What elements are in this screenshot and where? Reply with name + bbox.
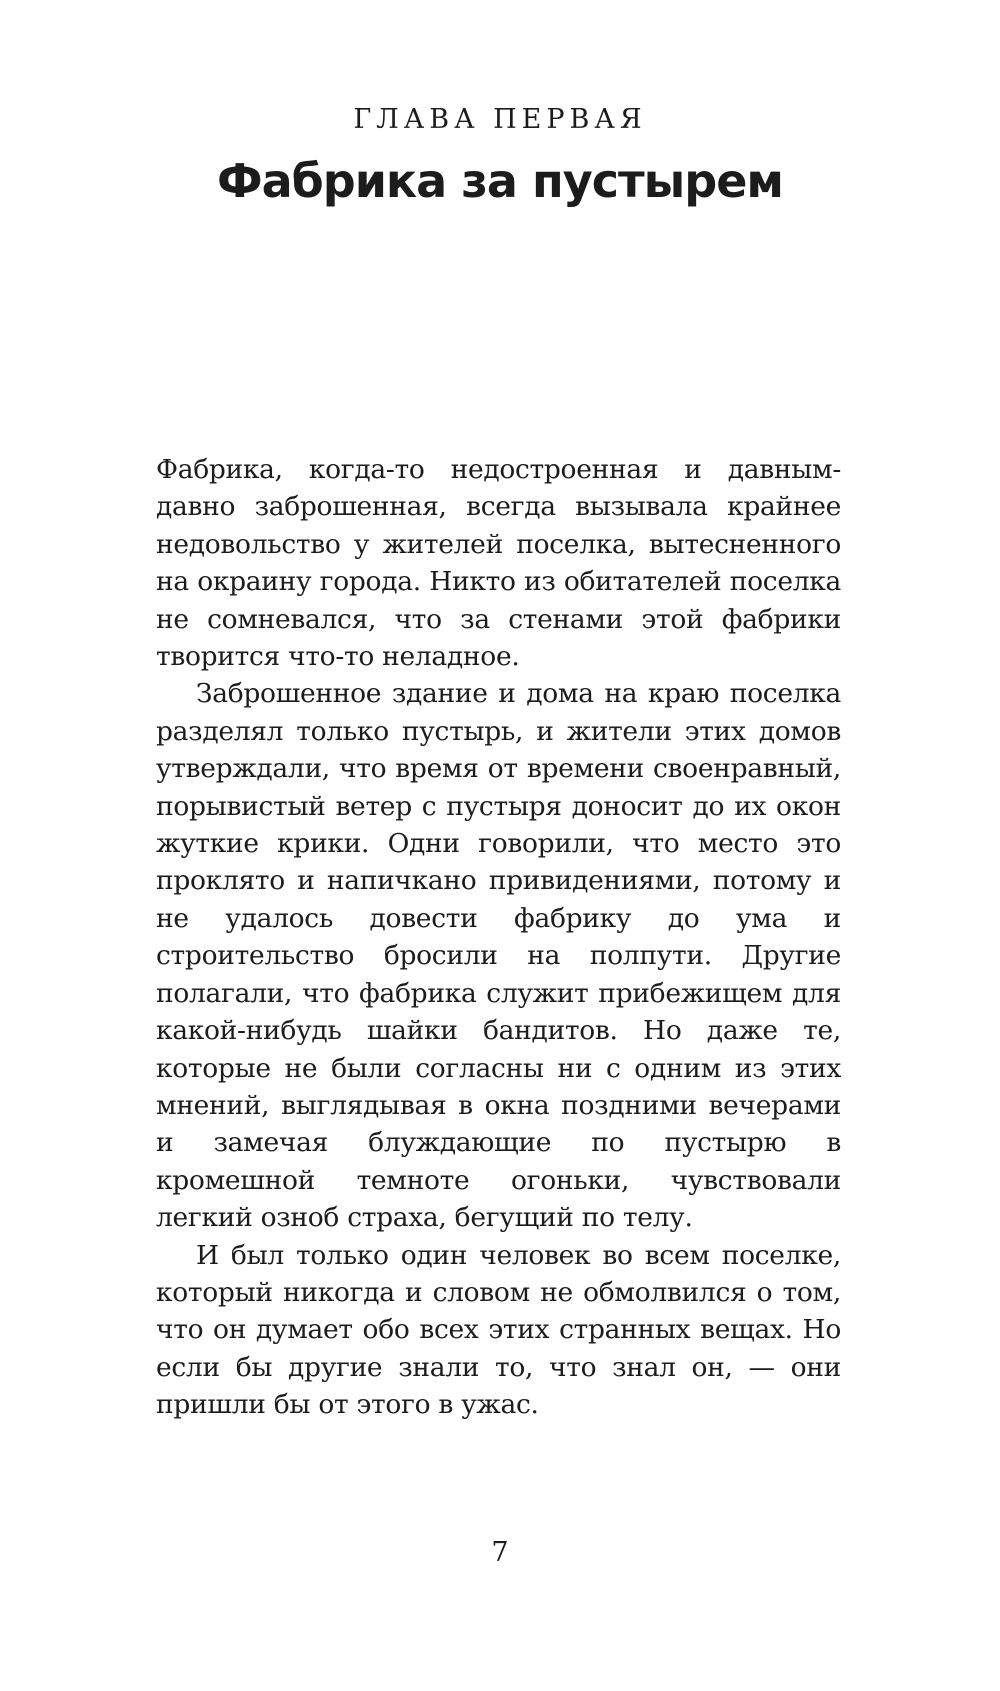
chapter-label: ГЛАВА ПЕРВАЯ bbox=[353, 104, 647, 135]
paragraph-2: Заброшенное здание и дома на краю поселка разделял только пустырь, и жители этих домов утверждали, что время от времени своенравный, порывистый ветер с пустыря доносит до их окон жуткие крики. Одни говорили, что место это проклято и напичкано привидениями, потому и не удалось довести фабрику до ума и строительство бросили на полпути. Другие полагали, что фабрика служит прибежищем для какой-нибудь шайки бандитов. Но даже те, которые не были согласны ни с одним из этих мнений, выглядывая в окна поздними вечерами и замечая блуждающие по пустырю в кромешной темноте огоньки, чувствовали легкий озноб страха, бегущий по телу. bbox=[156, 678, 841, 1234]
body-text bbox=[156, 451, 841, 1424]
chapter-title: Фабрика за пустырем bbox=[216, 154, 784, 208]
paragraph-3: И был только один человек во всем поселке, который никогда и словом не обмолвился о том, что он думает обо всех этих странных вещах. Но если бы другие знали то, что знал он, — они пришли бы от этого в ужас. bbox=[156, 1239, 841, 1421]
paragraph-1: Фабрика, когда-то недостроенная и давным-давно заброшенная, всегда вызывала крайнее недовольство у жителей поселка, вытесненного на окраину города. Никто из обитателей поселка не сомневался, что за стенами этой фабрики творится что-то неладное. bbox=[156, 454, 841, 673]
page-number: 7 bbox=[491, 1537, 509, 1568]
